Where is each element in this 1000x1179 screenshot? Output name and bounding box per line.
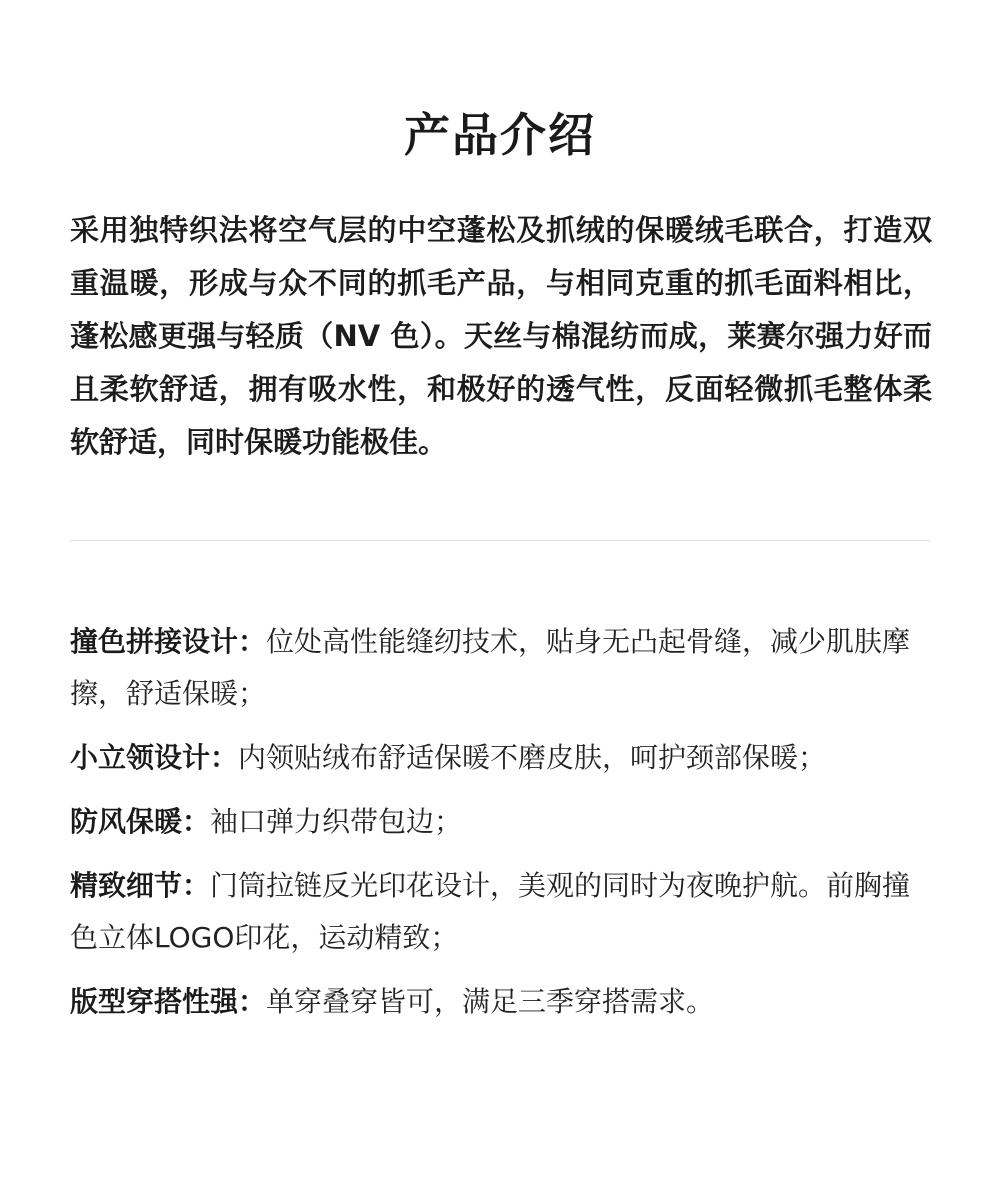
feature-desc: 位处高性能缝纫技术，贴身无凸起骨缝，减少肌肤摩擦，舒适保暖；: [70, 625, 911, 710]
feature-item-details: [70, 860, 932, 964]
feature-label: 防风保暖：: [70, 805, 211, 838]
feature-desc: 单穿叠穿皆可，满足三季穿搭需求。: [266, 985, 715, 1018]
feature-desc: 门筒拉链反光印花设计，美观的同时为夜晚护航。前胸撞色立体LOGO印花，运动精致；: [70, 869, 911, 954]
feature-desc: 袖口弹力织带包边；: [210, 805, 463, 838]
feature-label: 小立领设计：: [70, 741, 239, 774]
feature-label: 精致细节：: [70, 869, 211, 902]
feature-list: [70, 616, 932, 1040]
feature-item-color-splice: [70, 616, 932, 720]
feature-item-collar: [70, 732, 932, 784]
section-divider: [70, 540, 930, 541]
feature-label: 撞色拼接设计：: [70, 625, 267, 658]
page-title: 产品介绍: [404, 108, 596, 162]
feature-item-windproof: [70, 796, 932, 848]
feature-desc: 内领贴绒布舒适保暖不磨皮肤，呵护颈部保暖；: [238, 741, 827, 774]
feature-label: 版型穿搭性强：: [70, 985, 267, 1018]
feature-item-styling: [70, 976, 932, 1028]
intro-paragraph: 采用独特织法将空气层的中空蓬松及抓绒的保暖绒毛联合，打造双重温暖，形成与众不同的抓毛产品，与相同克重的抓毛面料相比，蓬松感更强与轻质（NV 色）。天丝与棉混纺而成，莱赛尔强力好而且柔软舒适，拥有吸水性，和极好的透气性，反面轻微抓毛整体柔软舒适，同时保暖功能极佳。: [70, 213, 932, 459]
